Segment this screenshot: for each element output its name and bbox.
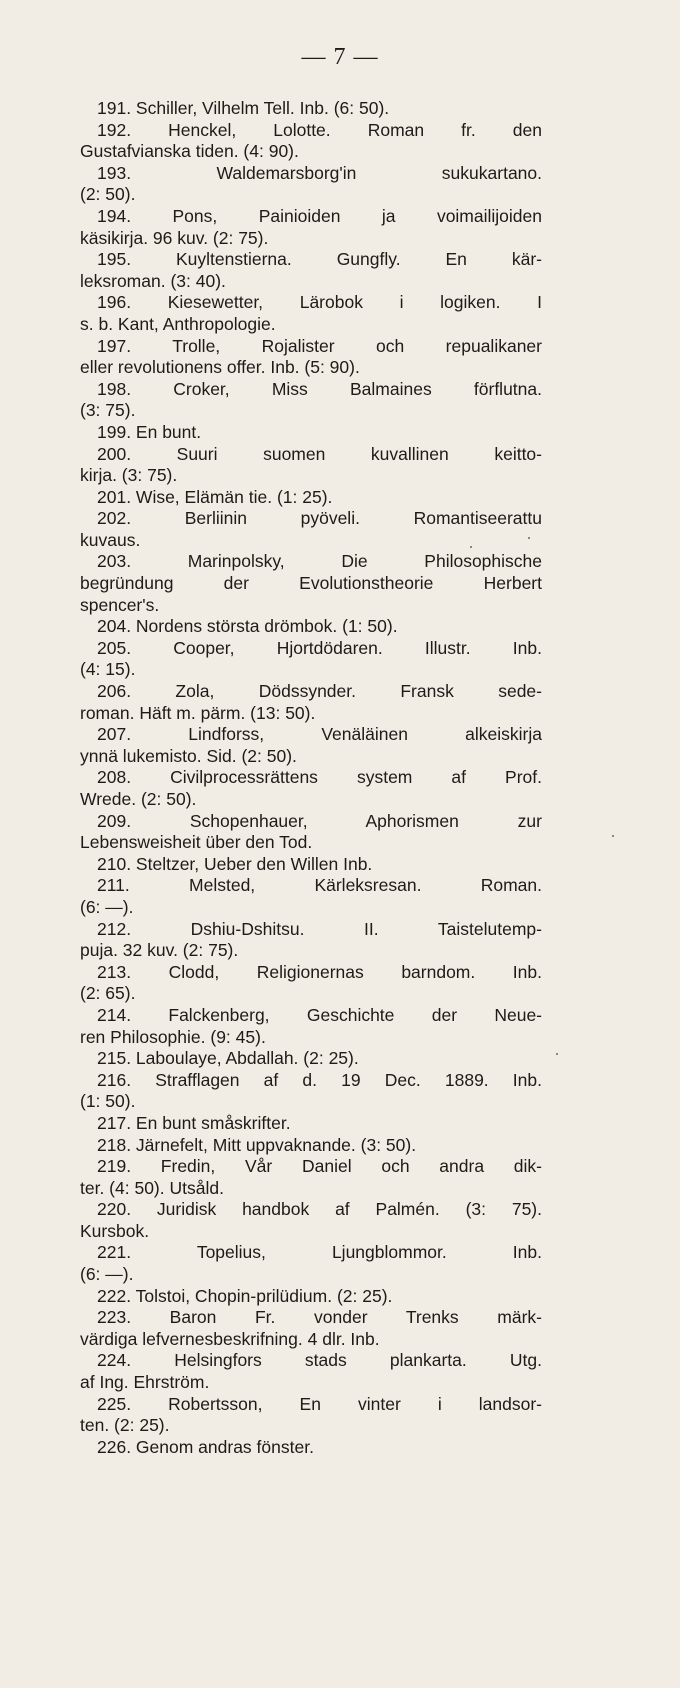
- entry-line-first: 207. Lindforss, Venäläinen alkeiskirja: [97, 724, 542, 745]
- entry-line: (6: —).: [80, 896, 134, 917]
- catalog-entry: [80, 444, 542, 487]
- entry-line: af Ing. Ehrström.: [80, 1372, 210, 1393]
- catalog-entry: [80, 1135, 542, 1157]
- catalog-entry: [80, 551, 542, 616]
- entry-line-first: 216. Strafflagen af d. 19 Dec. 1889. Inb.: [97, 1069, 542, 1090]
- catalog-entry: [80, 1156, 542, 1199]
- catalog-entry: [80, 811, 542, 854]
- entry-line-first: 225. Robertsson, En vinter i landsor-: [97, 1393, 542, 1414]
- catalog-entry: [80, 1113, 542, 1135]
- entry-line: s. b. Kant, Anthropologie.: [80, 313, 276, 334]
- entry-line-first: 199. En bunt.: [97, 421, 202, 442]
- catalog-entry: [80, 508, 542, 551]
- catalog-entry: [80, 767, 542, 810]
- catalog-entry: [80, 1005, 542, 1048]
- speck-mark: [528, 537, 530, 539]
- entry-line: ter. (4: 50). Utsåld.: [80, 1177, 224, 1198]
- catalog-entry: [80, 1437, 542, 1459]
- entry-line-first: 220. Juridisk handbok af Palmén. (3: 75).: [97, 1199, 542, 1220]
- entry-line: Wrede. (2: 50).: [80, 789, 197, 809]
- catalog-entry: [80, 638, 542, 681]
- entry-line: (2: 65).: [80, 983, 136, 1004]
- entry-line-first: 202. Berliinin pyöveli. Romantiseerattu: [97, 508, 542, 529]
- catalog-entry: [80, 962, 542, 1005]
- entry-line: begründung der Evolutionstheorie Herbert: [80, 573, 542, 594]
- entry-line: ren Philosophie. (9: 45).: [80, 1026, 266, 1047]
- entry-line: Gustafvianska tiden. (4: 90).: [80, 141, 299, 162]
- entry-line-first: 224. Helsingfors stads plankarta. Utg.: [97, 1350, 542, 1371]
- entry-line: spencer's.: [80, 594, 160, 615]
- catalog-entry: [80, 422, 542, 444]
- entry-line: leksroman. (3: 40).: [80, 270, 226, 291]
- entry-line: (6: —).: [80, 1264, 134, 1285]
- entry-line-first: 210. Steltzer, Ueber den Willen Inb.: [97, 853, 373, 874]
- catalog-entry: [80, 681, 542, 724]
- entry-line-first: 212. Dshiu-Dshitsu. II. Taistelutemp-: [97, 918, 542, 939]
- catalog-entry: [80, 292, 542, 335]
- catalog-entry: [80, 1286, 542, 1308]
- entry-line-first: 213. Clodd, Religionernas barndom. Inb.: [97, 961, 542, 982]
- speck-mark: [612, 835, 614, 837]
- entry-line: (3: 75).: [80, 400, 136, 421]
- entry-line-first: 222. Tolstoi, Chopin-prilüdium. (2: 25).: [97, 1285, 393, 1306]
- entry-line-first: 209. Schopenhauer, Aphorismen zur: [97, 810, 542, 831]
- catalog-list: [80, 98, 542, 1458]
- entry-line-first: 206. Zola, Dödssynder. Fransk sede-: [97, 681, 542, 702]
- entry-line: käsikirja. 96 kuv. (2: 75).: [80, 227, 269, 248]
- speck-mark: [556, 1053, 558, 1055]
- entry-line: kirja. (3: 75).: [80, 465, 178, 486]
- entry-line-first: 196. Kiesewetter, Lärobok i logiken. I: [97, 292, 542, 313]
- entry-line: (4: 15).: [80, 659, 136, 680]
- entry-line-first: 214. Falckenberg, Geschichte der Neue-: [97, 1004, 542, 1025]
- catalog-entry: [80, 1242, 542, 1285]
- entry-line: ynnä lukemisto. Sid. (2: 50).: [80, 745, 297, 766]
- entry-line-first: 195. Kuyltenstierna. Gungfly. En kär-: [97, 249, 542, 270]
- entry-line: Lebensweisheit über den Tod.: [80, 832, 313, 853]
- entry-line-first: 223. Baron Fr. vonder Trenks märk-: [97, 1307, 542, 1328]
- page-number: — 7 —: [301, 44, 379, 70]
- entry-line-first: 197. Trolle, Rojalister och repualikaner: [97, 335, 542, 356]
- catalog-entry: [80, 919, 542, 962]
- entry-line-first: 201. Wise, Elämän tie. (1: 25).: [97, 486, 333, 507]
- entry-line-first: 217. En bunt småskrifter.: [97, 1112, 291, 1133]
- entry-line: eller revolutionens offer. Inb. (5: 90).: [80, 357, 360, 378]
- speck-mark: [470, 546, 472, 548]
- entry-line-first: 208. Civilprocessrättens system af Prof.: [97, 767, 542, 788]
- entry-line-first: 193. Waldemarsborg'in sukukartano.: [97, 162, 542, 183]
- entry-line-first: 192. Henckel, Lolotte. Roman fr. den: [97, 119, 542, 140]
- entry-line-first: 211. Melsted, Kärleksresan. Roman.: [97, 875, 542, 896]
- catalog-entry: [80, 249, 542, 292]
- catalog-entry: [80, 1307, 542, 1350]
- catalog-entry: [80, 1394, 542, 1437]
- entry-line-first: 226. Genom andras fönster.: [97, 1436, 314, 1457]
- entry-line: puja. 32 kuv. (2: 75).: [80, 940, 239, 961]
- entry-line: värdiga lefvernesbeskrifning. 4 dlr. Inb.: [80, 1328, 380, 1349]
- entry-line-first: 221. Topelius, Ljungblommor. Inb.: [97, 1242, 542, 1263]
- entry-line-first: 215. Laboulaye, Abdallah. (2: 25).: [97, 1048, 359, 1069]
- catalog-entry: [80, 98, 542, 120]
- catalog-entry: [80, 875, 542, 918]
- catalog-entry: [80, 1070, 542, 1113]
- catalog-entry: [80, 616, 542, 638]
- entry-line-first: 198. Croker, Miss Balmaines förflutna.: [97, 378, 542, 399]
- entry-line: roman. Häft m. pärm. (13: 50).: [80, 702, 316, 723]
- entry-line-first: 218. Järnefelt, Mitt uppvaknande. (3: 50).: [97, 1134, 417, 1155]
- entry-line: (1: 50).: [80, 1091, 136, 1112]
- entry-line: (2: 50).: [80, 184, 136, 205]
- catalog-entry: [80, 336, 542, 379]
- catalog-entry: [80, 1350, 542, 1393]
- entry-line-first: 200. Suuri suomen kuvallinen keitto-: [97, 443, 542, 464]
- catalog-entry: [80, 1048, 542, 1070]
- catalog-entry: [80, 120, 542, 163]
- catalog-entry: [80, 724, 542, 767]
- entry-line: ten. (2: 25).: [80, 1415, 170, 1436]
- catalog-entry: [80, 487, 542, 509]
- catalog-entry: [80, 379, 542, 422]
- entry-line: Kursbok.: [80, 1220, 150, 1241]
- entry-line-first: 204. Nordens största drömbok. (1: 50).: [97, 616, 398, 637]
- entry-line-first: 191. Schiller, Vilhelm Tell. Inb. (6: 50).: [97, 98, 390, 118]
- entry-line-first: 203. Marinpolsky, Die Philosophische: [97, 551, 542, 572]
- entry-line-first: 194. Pons, Painioiden ja voimailijoiden: [97, 205, 542, 226]
- entry-line-first: 219. Fredin, Vår Daniel och andra dik-: [97, 1156, 542, 1177]
- catalog-entry: [80, 1199, 542, 1242]
- catalog-entry: [80, 163, 542, 206]
- entry-line: kuvaus.: [80, 529, 141, 550]
- entry-line-first: 205. Cooper, Hjortdödaren. Illustr. Inb.: [97, 637, 542, 658]
- catalog-entry: [80, 206, 542, 249]
- catalog-entry: [80, 854, 542, 876]
